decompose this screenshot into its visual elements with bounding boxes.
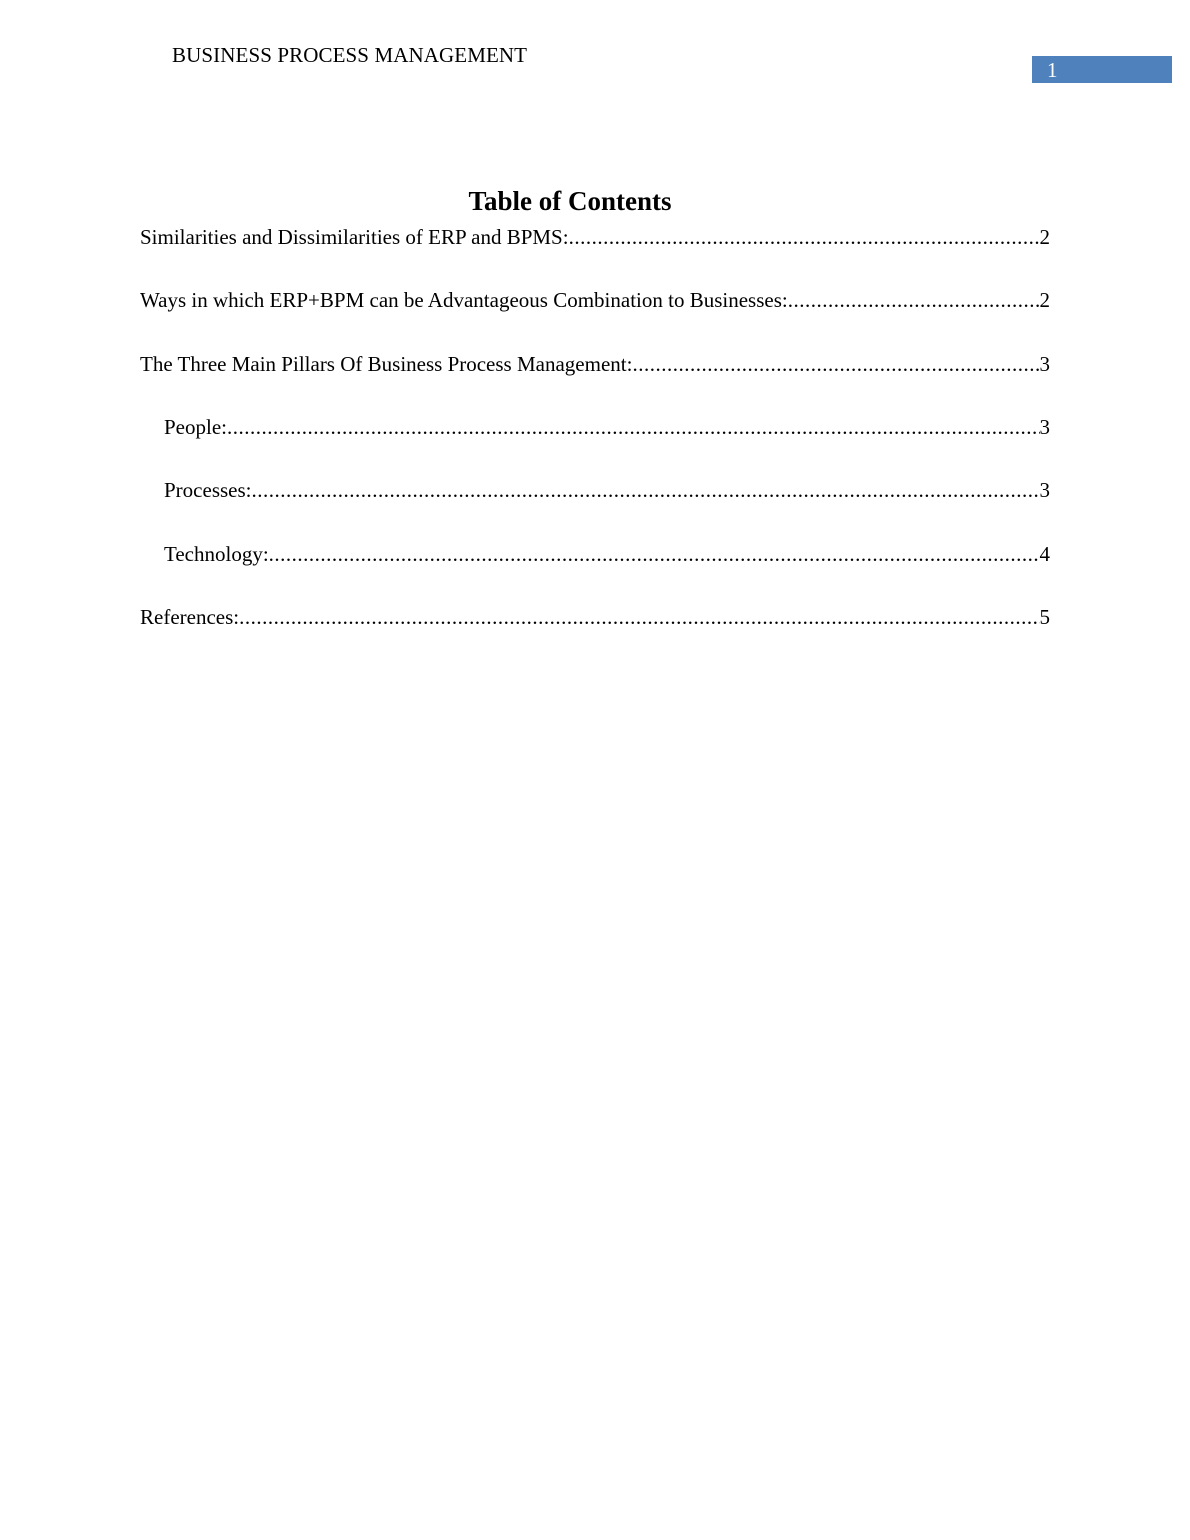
page-number: 1 bbox=[1047, 58, 1058, 82]
toc-dot-leader bbox=[788, 285, 1040, 315]
toc-entry-technology[interactable] bbox=[164, 539, 1050, 569]
toc-entry-label: Ways in which ERP+BPM can be Advantageous Combination to Businesses: bbox=[140, 288, 788, 312]
toc-entry-label: Similarities and Dissimilarities of ERP and BPMS: bbox=[140, 225, 569, 249]
toc-entry-label: The Three Main Pillars Of Business Process Management: bbox=[140, 352, 633, 376]
toc-entry-page: 4 bbox=[1039, 542, 1050, 566]
toc-entry-page: 3 bbox=[1039, 415, 1050, 439]
toc-entry-three-pillars[interactable] bbox=[140, 349, 1050, 379]
toc-dot-leader bbox=[632, 349, 1039, 379]
toc-dot-leader bbox=[227, 412, 1040, 442]
toc-dot-leader bbox=[269, 539, 1040, 569]
toc-entry-label: People: bbox=[164, 415, 227, 439]
toc-entry-label: References: bbox=[140, 605, 240, 629]
toc-entry-similarities[interactable] bbox=[140, 222, 1050, 252]
toc-dot-leader bbox=[239, 602, 1039, 632]
toc-dot-leader bbox=[252, 475, 1040, 505]
toc-dot-leader bbox=[569, 222, 1040, 252]
toc-entry-ways-erp-bpm[interactable] bbox=[140, 285, 1050, 315]
toc-entry-page: 3 bbox=[1039, 478, 1050, 502]
toc-heading: Table of Contents bbox=[468, 186, 672, 216]
toc-entry-page: 2 bbox=[1039, 225, 1050, 249]
toc-entry-people[interactable] bbox=[164, 412, 1050, 442]
toc-entry-label: Technology: bbox=[164, 542, 269, 566]
toc-entry-label: Processes: bbox=[164, 478, 252, 502]
toc-entry-references[interactable] bbox=[140, 602, 1050, 632]
toc-entry-page: 5 bbox=[1039, 605, 1050, 629]
running-header-title: BUSINESS PROCESS MANAGEMENT bbox=[172, 43, 528, 67]
toc-entry-processes[interactable] bbox=[164, 475, 1050, 505]
page-number-badge bbox=[1032, 56, 1172, 83]
toc-entry-page: 3 bbox=[1039, 352, 1050, 376]
toc-entry-page: 2 bbox=[1039, 288, 1050, 312]
